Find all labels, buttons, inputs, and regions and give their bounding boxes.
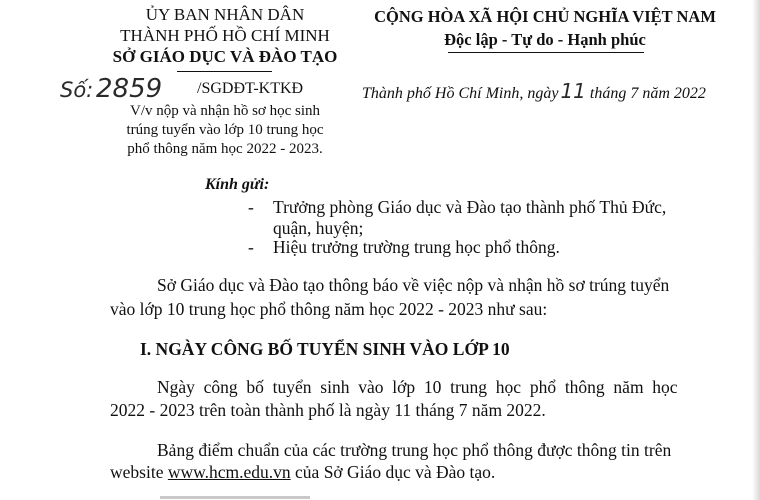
header-left (100, 4, 350, 67)
recipient-dash-1: - (248, 197, 254, 217)
recipients-label: Kính gửi: (205, 176, 270, 193)
subject-line-2: trúng tuyển vào lớp 10 trung học (126, 122, 324, 138)
intro-line-1: Sở Giáo dục và Đào tạo thông báo về việc nộp và nhận hồ sơ trúng tuyển (157, 275, 670, 295)
city-name: THÀNH PHỐ HỒ CHÍ MINH (120, 26, 330, 45)
para-2-prefix: website (110, 462, 164, 482)
recipient-1-line-1: Trưởng phòng Giáo dục và Đào tạo thành phố Thủ Đức, (273, 197, 667, 217)
cut-off-next-heading (160, 491, 320, 500)
section-1-heading: I. NGÀY CÔNG BỐ TUYỂN SINH VÀO LỚP 10 (140, 339, 510, 359)
agency-name: ỦY BAN NHÂN DÂN (145, 5, 305, 24)
date-suffix: tháng 7 năm 2022 (589, 85, 706, 102)
nation-title: CỘNG HÒA XÃ HỘI CHỦ NGHĨA VIỆT NAM (374, 7, 716, 26)
number-suffix: /SGDĐT-KTKĐ (197, 80, 304, 97)
date-line (362, 79, 706, 103)
subject-line-3: phổ thông năm học 2022 - 2023. (127, 141, 323, 157)
website-link[interactable]: www.hcm.edu.vn (167, 462, 291, 482)
recipient-dash-2: - (248, 237, 254, 257)
recipient-2: Hiệu trưởng trường trung học phổ thông. (273, 237, 560, 257)
number-handwritten: 2859 (96, 74, 163, 104)
intro-line-2: vào lớp 10 trung học phổ thông năm học 2022 - 2023 như sau: (110, 299, 548, 319)
para-2-line-2 (110, 462, 495, 483)
para-1-line-1: Ngày công bố tuyển sinh vào lớp 10 trung học phổ thông năm học (157, 377, 678, 397)
number-prefix: Số: (60, 78, 94, 102)
recipient-1-line-2: quận, huyện; (273, 218, 364, 238)
para-2-suffix: của Sở Giáo dục và Đào tạo. (295, 462, 496, 482)
para-1-line-2: 2022 - 2023 trên toàn thành phố là ngày 11 tháng 7 năm 2022. (110, 400, 546, 420)
para-2-line-1: Bảng điểm chuẩn của các trường trung học phổ thông được thông tin trên (157, 440, 672, 460)
motto: Độc lập - Tự do - Hạnh phúc (444, 30, 646, 49)
subject-line-1: V/v nộp và nhận hồ sơ học sinh (130, 103, 320, 119)
subject (95, 102, 355, 159)
date-day: 11 (560, 79, 586, 103)
department-name: SỞ GIÁO DỤC VÀ ĐÀO TẠO (112, 47, 338, 66)
date-prefix: Thành phố Hồ Chí Minh, ngày (362, 85, 559, 102)
motto-underline (448, 52, 644, 53)
department-underline (177, 71, 272, 72)
page-shadow-edge (752, 0, 760, 500)
